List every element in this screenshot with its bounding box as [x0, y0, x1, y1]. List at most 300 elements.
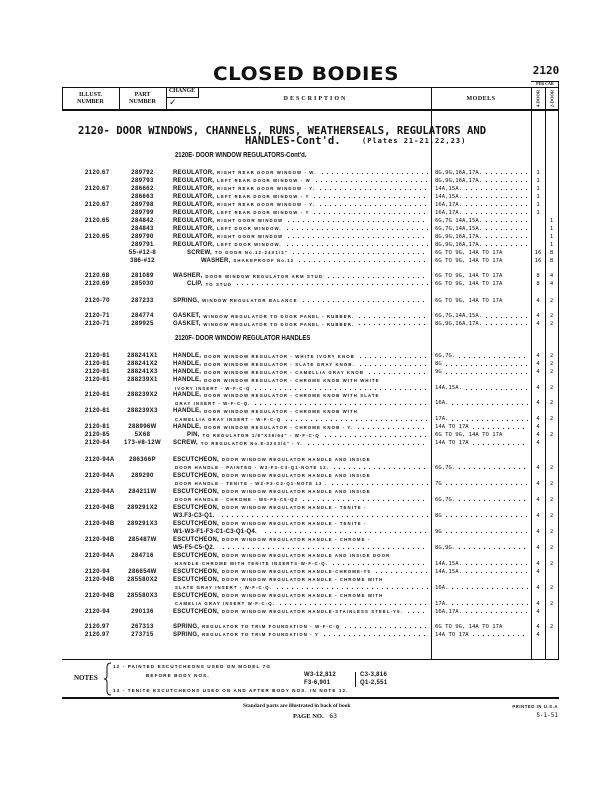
- description: [175, 584, 428, 592]
- models: [435, 631, 528, 639]
- description: [173, 528, 428, 536]
- description-main: REGULATOR,: [173, 178, 215, 184]
- models-text: 8G,9G,16A,17A.: [435, 242, 483, 248]
- description-detail: LEFT DOOR WINDOW,: [217, 242, 282, 247]
- models-text: 16A,17A.: [435, 609, 462, 615]
- qty-2-door: 2: [549, 360, 554, 367]
- models: [435, 512, 528, 520]
- plates-reference: (Plates 21-21,22,23): [362, 137, 467, 145]
- description-detail: DOOR WINDOW REGULATOR - WHITE IVORY KNOB: [204, 354, 355, 359]
- stud-parts-list: [0, 273, 612, 288]
- models-text: 8G,9G,16A,17A.: [435, 234, 483, 240]
- table-row: [0, 520, 612, 528]
- part-number: 285580X2: [127, 577, 158, 583]
- table-row: [0, 608, 612, 616]
- description-detail: TO STUD: [205, 281, 233, 287]
- description-detail: CAMELLIA GRAY INSERT - W-F-C-Q: [175, 417, 282, 423]
- qty-4-door: 4: [536, 400, 540, 407]
- table-row: [0, 584, 612, 592]
- header-bottom-rule: [62, 109, 559, 111]
- part-number: 289291X3: [127, 521, 158, 527]
- dot-leader: [484, 321, 528, 329]
- part-entry: [0, 472, 612, 488]
- table-row: [0, 432, 612, 440]
- models-text: 17A.: [435, 601, 449, 607]
- dot-leader: [332, 464, 428, 472]
- qty-2-door: 2: [549, 481, 554, 487]
- illustration-number: 2120-94: [85, 609, 110, 615]
- models-text: 6G,7G,14A,15A.: [435, 226, 483, 232]
- models: [435, 297, 528, 305]
- dot-leader: [318, 201, 428, 209]
- table-row: [0, 552, 612, 560]
- description-main: HANDLE,: [173, 353, 202, 359]
- illustration-number: 2120-81: [85, 353, 110, 359]
- dot-leader: [484, 241, 528, 249]
- qty-4-door: 4: [536, 609, 540, 615]
- qty-2-door: 2: [549, 384, 554, 391]
- qty-4-door: 4: [536, 313, 540, 319]
- qty-4-door: 4: [536, 384, 540, 391]
- models: [435, 185, 528, 193]
- description: [173, 456, 428, 464]
- dot-leader: [444, 369, 528, 377]
- dot-leader: [464, 185, 528, 193]
- table-row: [0, 361, 612, 369]
- models: [435, 568, 528, 576]
- table-row: [0, 281, 612, 289]
- print-date: 5-1-51: [536, 712, 558, 719]
- qty-2-door: 4: [549, 273, 554, 279]
- illustration-number: 2120-94B: [85, 593, 115, 599]
- description-main: W1-W3-F1-F3-C1-C3-Q1-Q4.: [173, 529, 257, 535]
- table-row: [0, 568, 612, 576]
- models: [435, 432, 528, 440]
- part-entry: [0, 249, 612, 257]
- part-number: 290136: [131, 609, 154, 615]
- description: [173, 177, 428, 185]
- part-number: 284843: [131, 226, 154, 232]
- body-no-divider: [355, 672, 356, 687]
- table-row: [0, 623, 612, 631]
- description: [173, 623, 428, 631]
- page-label: PAGE NO.: [293, 713, 324, 720]
- part-number: 286663: [131, 194, 154, 200]
- qty-4-door: 4: [536, 529, 540, 535]
- description-detail: TO DOOR No.12-24X1/2": [214, 250, 288, 255]
- header-part-line: PART: [134, 92, 151, 98]
- dot-leader: [484, 233, 528, 241]
- table-row: [0, 504, 612, 512]
- qty-4-door: 1: [536, 210, 540, 216]
- models-text: 6G,7G.: [435, 465, 456, 471]
- dot-leader: [484, 177, 528, 185]
- dot-leader: [464, 560, 528, 568]
- table-row: [0, 233, 612, 241]
- dot-leader: [357, 321, 428, 329]
- dot-leader: [457, 544, 528, 552]
- table-row: [0, 185, 612, 193]
- description-detail: IVORY INSERT - W-F-C-Q: [175, 385, 251, 391]
- models-text: 16A,17A.: [435, 210, 462, 216]
- qty-4-door: 4: [536, 481, 540, 487]
- dot-leader: [444, 361, 528, 369]
- description-main: ESCUTCHEON,: [173, 473, 219, 479]
- models: [435, 209, 528, 217]
- table-row: [0, 544, 612, 552]
- description: [173, 193, 428, 201]
- header-illust-line: NUMBER: [77, 99, 104, 105]
- illustration-number: 2120-71: [85, 313, 110, 319]
- section-heading: 2120- DOOR WINDOWS, CHANNELS, RUNS, WEATHERSEALS, REGULATORS AND: [78, 125, 487, 137]
- qty-2-door: 2: [549, 416, 554, 423]
- part-number: 287233: [131, 298, 154, 304]
- description: [173, 185, 428, 193]
- dot-leader: [406, 608, 428, 616]
- dot-leader: [450, 416, 528, 424]
- body-no-q1: Q1-2,551: [360, 680, 388, 686]
- part-entry: [0, 631, 612, 639]
- qty-4-door: 4: [536, 569, 540, 575]
- description: [173, 273, 428, 281]
- notes-label: NOTES: [74, 674, 98, 682]
- description-main: HANDLE,: [173, 392, 202, 399]
- qty-2-door: 2: [549, 561, 554, 567]
- qty-4-door: 4: [536, 353, 540, 359]
- dot-leader: [471, 424, 528, 432]
- models-text: 8G: [435, 360, 442, 367]
- illustration-number: 2120.68: [85, 273, 110, 279]
- illustration-number: 2120-94A: [85, 489, 115, 495]
- description-detail: DOOR WINDOW REGULATOR - CAMELLIA GRAY KNOB: [204, 369, 365, 375]
- models: [435, 480, 528, 488]
- illustration-number: 2120-81: [85, 360, 110, 367]
- models-text: 6G TO 9G, 14A TO 17A: [435, 250, 503, 256]
- part-number: 285580X3: [127, 593, 158, 599]
- table-row: [0, 297, 612, 305]
- part-entry: [0, 273, 612, 281]
- dot-leader: [285, 241, 428, 249]
- qty-2-door: 2: [549, 368, 554, 375]
- part-entry: [0, 432, 612, 440]
- description: [173, 544, 428, 552]
- illustration-number: 2120-81: [85, 376, 110, 383]
- dot-leader: [284, 416, 428, 424]
- qty-4-door: 16: [534, 250, 542, 256]
- models: [435, 560, 528, 568]
- part-number: 284716: [131, 553, 154, 559]
- models-text: 6G TO 9G, 14A TO 17A: [435, 273, 503, 279]
- qty-4-door: 4: [536, 561, 540, 567]
- part-entry: [0, 369, 612, 377]
- description-main: WASHER,: [173, 273, 203, 279]
- part-number: 288996W: [128, 424, 157, 431]
- models: [435, 233, 528, 241]
- models: [435, 257, 528, 265]
- models-text: 14A,15A.: [435, 561, 462, 567]
- dot-leader: [484, 217, 528, 225]
- description-detail: DOOR WINDOW REGULATOR - CHROME KNOB - Y.: [204, 425, 354, 431]
- dot-leader: [235, 281, 428, 289]
- table-row: [0, 600, 612, 608]
- description-main: HANDLE,: [173, 360, 202, 367]
- regulators-list: [0, 169, 612, 265]
- models-text: 8G,9G,16A,17A.: [435, 178, 483, 184]
- qty-2-door: 2: [549, 431, 554, 438]
- qty-2-door: 1: [549, 226, 554, 232]
- description: [173, 536, 428, 544]
- dot-leader: [318, 185, 428, 193]
- models: [435, 169, 528, 177]
- dot-leader: [464, 608, 528, 616]
- dot-leader: [253, 400, 428, 408]
- description-detail: DOOR WINDOW REGULATOR HANDLE AND INSIDE: [221, 489, 371, 494]
- page-number: [293, 712, 337, 720]
- part-number: 288241X2: [127, 360, 158, 367]
- description: [173, 552, 428, 560]
- part-number: 5X68: [134, 431, 151, 438]
- table-row: [0, 536, 612, 544]
- illustration-number: 2120-94A: [85, 553, 115, 559]
- dot-leader: [457, 496, 528, 504]
- notes-top-rule: [62, 659, 559, 660]
- part-entry: [0, 504, 612, 520]
- qty-2-door: 2: [549, 545, 554, 551]
- description: [173, 520, 428, 528]
- description-main: REGULATOR,: [173, 234, 215, 240]
- description-detail: HANDLE-CHROME WITH TENITE INSERTS-W-F-C-Q.: [175, 561, 329, 566]
- description: [173, 504, 428, 512]
- table-row: [0, 528, 612, 536]
- part-entry: [0, 353, 612, 361]
- description-detail: DOOR WINDOW REGULATOR - CHROME KNOB WITH SLATE: [204, 393, 380, 399]
- dot-leader: [358, 361, 428, 369]
- page-title: CLOSED BODIES: [212, 63, 400, 85]
- models-text: 14A,15A.: [435, 384, 462, 391]
- dot-leader: [464, 201, 528, 209]
- note-12-sub: BEFORE BODY NOS.: [146, 673, 210, 678]
- description-detail: TO REGULATOR No.8-32X3/4" - Y.: [200, 440, 303, 446]
- description-detail: DOOR WINDOW REGULATOR HANDLE AND INSIDE: [221, 473, 371, 478]
- description-detail: WINDOW REGULATOR BALANCE: [202, 298, 298, 303]
- description-detail: REGULATOR TO TRIM FOUNDATION - Y: [202, 632, 319, 637]
- qty-4-door: 4: [536, 601, 540, 607]
- table-row: [0, 217, 612, 225]
- description-detail: DOOR WINDOW REGULATOR HANDLE - TENITE -: [221, 521, 367, 526]
- qty-4-door: 4: [536, 431, 540, 438]
- dot-leader: [326, 273, 428, 281]
- note-13: 13 - TENITE ESCUTCHEONS USED ON AND AFTER BODY NOS. IN NOTE 12.: [113, 688, 349, 693]
- part-entry: [0, 313, 612, 321]
- qty-4-door: 1: [536, 170, 540, 176]
- description-detail: DOOR WINDOW REGULATOR HANDLE - CHROME -: [221, 537, 371, 542]
- description: [173, 217, 428, 225]
- gaskets-list: [0, 313, 612, 328]
- models-text: 14A TO 17A: [435, 424, 469, 431]
- part-number: 286662: [131, 186, 154, 192]
- illustration-number: 2120-94A: [85, 457, 115, 463]
- dot-leader: [450, 400, 528, 408]
- dot-leader: [357, 313, 428, 321]
- part-entry: [0, 241, 612, 249]
- dot-leader: [457, 353, 528, 361]
- dot-leader: [286, 217, 428, 225]
- part-entry: [0, 392, 612, 408]
- qty-4-door: 8: [536, 273, 540, 279]
- qty-2-door: 2: [549, 320, 554, 327]
- description-main: SCREW,: [173, 439, 198, 446]
- table-row: [0, 424, 612, 432]
- description-detail: LEFT REAR DOOR WINDOW - Y: [217, 210, 310, 215]
- models-text: 6G TO 9G, 14A TO 17A: [435, 431, 503, 438]
- description-detail: DOOR WINDOW REGULATOR - CHROME KNOB WITH: [204, 409, 358, 415]
- body-no: [304, 680, 330, 686]
- part-number: 289790: [131, 234, 154, 240]
- illustration-number: 2120-81: [85, 424, 110, 431]
- description-detail: WINDOW REGULATOR TO DOOR PANEL - RUBBER.: [203, 314, 355, 319]
- qty-4-door: 4: [536, 439, 540, 446]
- dot-leader: [450, 584, 528, 592]
- divider: [198, 87, 199, 97]
- models: [435, 249, 528, 257]
- table-row: [0, 496, 612, 504]
- description: [175, 480, 428, 488]
- models: [435, 201, 528, 209]
- dot-leader: [312, 193, 428, 201]
- description-detail: SLATE GRAY INSERT - W-F-C-Q.: [175, 585, 272, 590]
- part-entry: [0, 209, 612, 217]
- part-entry: [0, 193, 612, 201]
- models: [435, 313, 528, 321]
- table-row: [0, 592, 612, 600]
- description-main: WASHER,: [201, 258, 231, 264]
- models: [435, 225, 528, 233]
- description: [201, 257, 428, 265]
- part-entry: [0, 281, 612, 289]
- description: [173, 201, 428, 209]
- part-number: 289799: [131, 210, 154, 216]
- description-main: REGULATOR,: [173, 210, 215, 216]
- part-number: 289793: [131, 178, 154, 184]
- qty-4-door: 1: [536, 194, 540, 200]
- description: [187, 281, 428, 289]
- dot-leader: [301, 496, 428, 504]
- description-detail: DOOR WINDOW REGULATOR HANDLE AND INSIDE: [221, 457, 371, 462]
- dot-leader: [484, 225, 528, 233]
- table-row: [0, 385, 612, 393]
- part-entry: [0, 225, 612, 233]
- description-detail: SHAKEPROOF No.12: [233, 258, 295, 263]
- description-detail: DOOR WINDOW REGULATOR - CHROME KNOB WITH WHITE: [204, 377, 380, 383]
- qty-2-door: 8: [549, 250, 554, 256]
- header-part: [119, 92, 166, 106]
- qty-4-door: 16: [534, 258, 542, 264]
- dot-leader: [312, 209, 428, 217]
- illustration-number: 2120-70: [85, 298, 110, 304]
- illustration-number: 2120.65: [85, 234, 110, 240]
- part-entry: [0, 321, 612, 329]
- description-main: ESCUTCHEON,: [173, 577, 219, 583]
- dot-leader: [220, 512, 428, 520]
- description-detail: TO REGULATOR 1/8"X39/64" - W-F-C-Q: [202, 432, 320, 438]
- part-number: 281089: [131, 273, 154, 279]
- dot-leader: [464, 209, 528, 217]
- models: [435, 464, 528, 472]
- part-number: 288239X1: [127, 376, 158, 383]
- dot-leader: [278, 600, 428, 608]
- part-entry: [0, 623, 612, 631]
- header-per-car: PER CAR: [536, 81, 554, 86]
- description: [173, 472, 428, 480]
- dot-leader: [330, 480, 428, 488]
- header-description: DESCRIPTION: [283, 96, 348, 102]
- description: [187, 432, 428, 440]
- part-entry: [0, 488, 612, 504]
- dot-leader: [464, 193, 528, 201]
- dot-leader: [285, 225, 428, 233]
- description: [173, 440, 428, 448]
- part-number: 288241X1: [127, 353, 158, 359]
- description: [173, 592, 428, 600]
- part-entry: [0, 568, 612, 576]
- dot-leader: [306, 440, 428, 448]
- part-number: 285030: [131, 280, 154, 287]
- models-text: 6G,7G 14A,15A.: [435, 218, 483, 224]
- table-row: [0, 560, 612, 568]
- table-row: [0, 249, 612, 257]
- part-entry: [0, 169, 612, 177]
- part-number: 289792: [131, 170, 154, 176]
- models: [435, 177, 528, 185]
- table-row: [0, 512, 612, 520]
- dot-leader: [471, 631, 528, 639]
- part-entry: [0, 361, 612, 369]
- models-text: 6G TO 9G, 14A TO 17A: [435, 624, 503, 630]
- qty-2-door: 2: [549, 601, 554, 607]
- description: [173, 353, 428, 361]
- description-detail: REGULATOR TO TRIM FOUNDATION - W-F-C-Q: [202, 624, 341, 629]
- body-no-f3: F3-6,901: [304, 680, 331, 686]
- description-detail: LEFT REAR DOOR WINDOW - Y: [217, 194, 310, 199]
- table-row: [0, 392, 612, 400]
- body-no: [360, 672, 387, 678]
- qty-4-door: 4: [536, 360, 540, 367]
- models: [435, 241, 528, 249]
- description-main: ESCUTCHEON,: [173, 569, 219, 575]
- description-detail: DOOR WINDOW REGULATOR HANDLE - CHROME WITH: [221, 577, 384, 582]
- part-number: 273715: [131, 632, 154, 638]
- illustration-number: 2120-94B: [85, 577, 115, 583]
- description-detail: CAMELIA GRAY INSERT W-F-C-Q.: [175, 601, 276, 606]
- brace-icon: [103, 662, 113, 696]
- description-main: HANDLE,: [173, 424, 202, 431]
- illustration-number: 2120-81: [85, 408, 110, 415]
- qty-2-door: 2: [549, 400, 554, 407]
- table-row: [0, 177, 612, 185]
- table-row: [0, 241, 612, 249]
- qty-4-door: 4: [536, 416, 540, 423]
- part-entry: [0, 177, 612, 185]
- part-number: 55-#12-8: [128, 250, 157, 256]
- part-entry: [0, 201, 612, 209]
- models: [435, 273, 528, 281]
- models-text: 9G: [435, 529, 442, 535]
- subsection-heading-f: 2120F- DOOR WINDOW REGULATOR HANDLES: [175, 335, 311, 342]
- table-row: [0, 472, 612, 480]
- table-row: [0, 480, 612, 488]
- description: [175, 560, 428, 568]
- models-text: 14A,15A.: [435, 186, 462, 192]
